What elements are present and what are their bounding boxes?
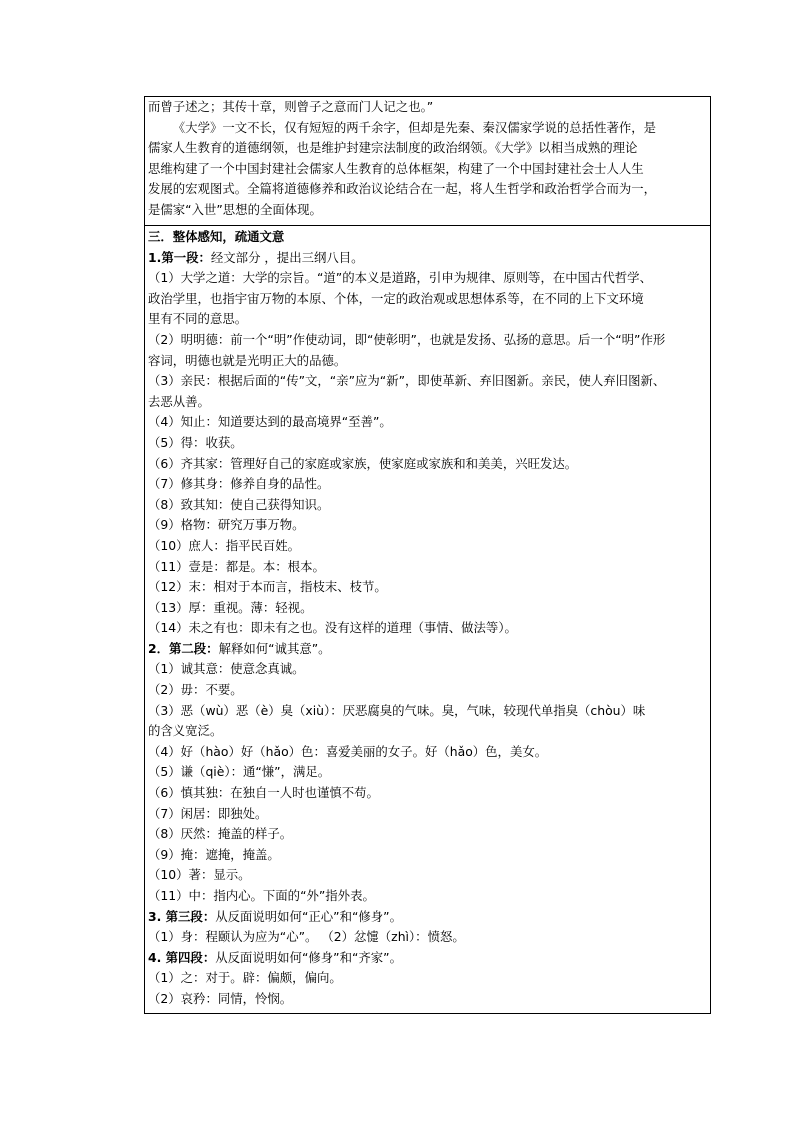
note-line: （1）诚其意：使意念真诚。 [148, 661, 305, 677]
intro-line: 《大学》一文不长，仅有短短的两千余字，但却是先秦、秦汉儒家学说的总括性著作，是 [172, 119, 657, 135]
note-line: （14）未之有也：即未有之也。没有这样的道理（事情、做法等）。 [148, 620, 517, 636]
note-line: 里有不同的意思。 [148, 311, 248, 327]
note-line: （1）之：对于。辟：偏颇，偏向。 [148, 970, 342, 986]
note-line: 的含义宽泛。 [148, 723, 223, 739]
note-line: （3）亲民：根据后面的“传”文，“亲”应为“新”，即使革新、弃旧图新。亲民，使人弃旧图新、 [148, 373, 666, 389]
paragraph-label: 3. 第三段： [148, 908, 216, 924]
note-line: （4）知止：知道要达到的最高境界“至善”。 [148, 414, 392, 430]
intro-line: 思维构建了一个中国封建社会儒家人生教育的总体框架，构建了一个中国封建社会士人人生 [148, 160, 644, 176]
paragraph-heading-4 [148, 948, 707, 969]
note-line: （8）致其知：使自己获得知识。 [148, 496, 330, 512]
note-line: （13）厚：重视。薄：轻视。 [148, 599, 313, 615]
note-line: （8）厌然：掩盖的样子。 [148, 826, 293, 842]
note-line: 政治学里，也指宇宙万物的本原、个体，一定的政治观或思想体系等，在不同的上下文环境 [148, 290, 644, 306]
note-line: （11）壹是：都是。本：根本。 [148, 558, 325, 574]
intro-block [148, 97, 707, 221]
section-heading: 三．整体感知，疏通文意 [148, 229, 285, 244]
note-line: （2）明明德：前一个“明”作使动词，即“使彰明”，也就是发扬、弘扬的意思。后一个“明”作形 [148, 331, 666, 347]
intro-line: 发展的宏观图式。全篇将道德修养和政治议论结合在一起，将人生哲学和政治哲学合而为一， [148, 181, 657, 197]
note-line: （3）恶（wù）恶（è）臭（xiù）：厌恶腐臭的气味。臭，气味，较现代单指臭（chòu）味 [148, 702, 646, 718]
document-table [144, 96, 711, 1014]
note-line: 去恶从善。 [148, 393, 210, 409]
paragraph-heading-3 [148, 907, 707, 928]
note-line: （6）慎其独：在独自一人时也谨慎不苟。 [148, 785, 379, 801]
note-line: （9）格物：研究万事万物。 [148, 517, 305, 533]
note-line: （7）闲居：即独处。 [148, 805, 268, 821]
paragraph-label: 2．第二段： [148, 640, 219, 656]
note-line: （11）中：指内心。下面的“外”指外表。 [148, 888, 375, 903]
paragraph-heading-1 [148, 248, 707, 269]
note-line: （7）修其身：修养自身的品性。 [148, 476, 330, 492]
paragraph-summary: 从反面说明如何“修身”和“齐家”。 [215, 949, 402, 965]
note-line: （1）大学之道：大学的宗旨。“道”的本义是道路，引申为规律、原则等，在中国古代哲学、 [148, 270, 652, 286]
paragraph-heading-2 [148, 639, 707, 660]
paragraph-label: 4. 第四段： [148, 949, 216, 965]
note-line: （5）谦（qiè）：通“慊”，满足。 [148, 764, 331, 780]
note-line: （6）齐其家：管理好自己的家庭或家族，使家庭或家族和和美美，兴旺发达。 [148, 455, 578, 471]
paragraph-summary: 解释如何“诚其意”。 [218, 640, 331, 656]
note-line: 容词，明德也就是光明正大的品德。 [148, 352, 347, 368]
note-line: （2）哀矜：同情，怜悯。 [148, 990, 293, 1006]
note-line: （10）庶人：指平民百姓。 [148, 537, 301, 553]
paragraph-label: 1.第一段： [148, 249, 211, 265]
note-line: （2）毋：不要。 [148, 682, 243, 698]
main-block [148, 227, 707, 1010]
intro-line: 儒家人生教育的道德纲领，也是维护封建宗法制度的政治纲领。《大学》以相当成熟的理论 [148, 140, 638, 156]
paragraph-summary: 从反面说明如何“正心”和“修身”。 [215, 908, 402, 924]
note-line: （1）身：程颐认为应为“心”。 （2）忿懥（zhì）：愤怒。 [148, 929, 465, 945]
note-line: （12）末：相对于本而言，指枝末、枝节。 [148, 579, 387, 595]
note-line: （10）著：显示。 [148, 867, 251, 883]
row-divider [145, 225, 710, 226]
note-line: （4）好（hào）好（hǎo）色：喜爱美丽的女子。好（hǎo）色，美女。 [148, 743, 548, 759]
note-line: （5）得：收获。 [148, 434, 243, 450]
paragraph-summary: 经文部分 ，提出三纲八目。 [210, 249, 364, 265]
intro-line: 而曾子述之；其传十章，则曾子之意而门人记之也。” [148, 99, 434, 114]
note-line: （9）掩：遮掩，掩盖。 [148, 846, 280, 862]
intro-line: 是儒家“入世”思想的全面体现。 [148, 201, 322, 217]
